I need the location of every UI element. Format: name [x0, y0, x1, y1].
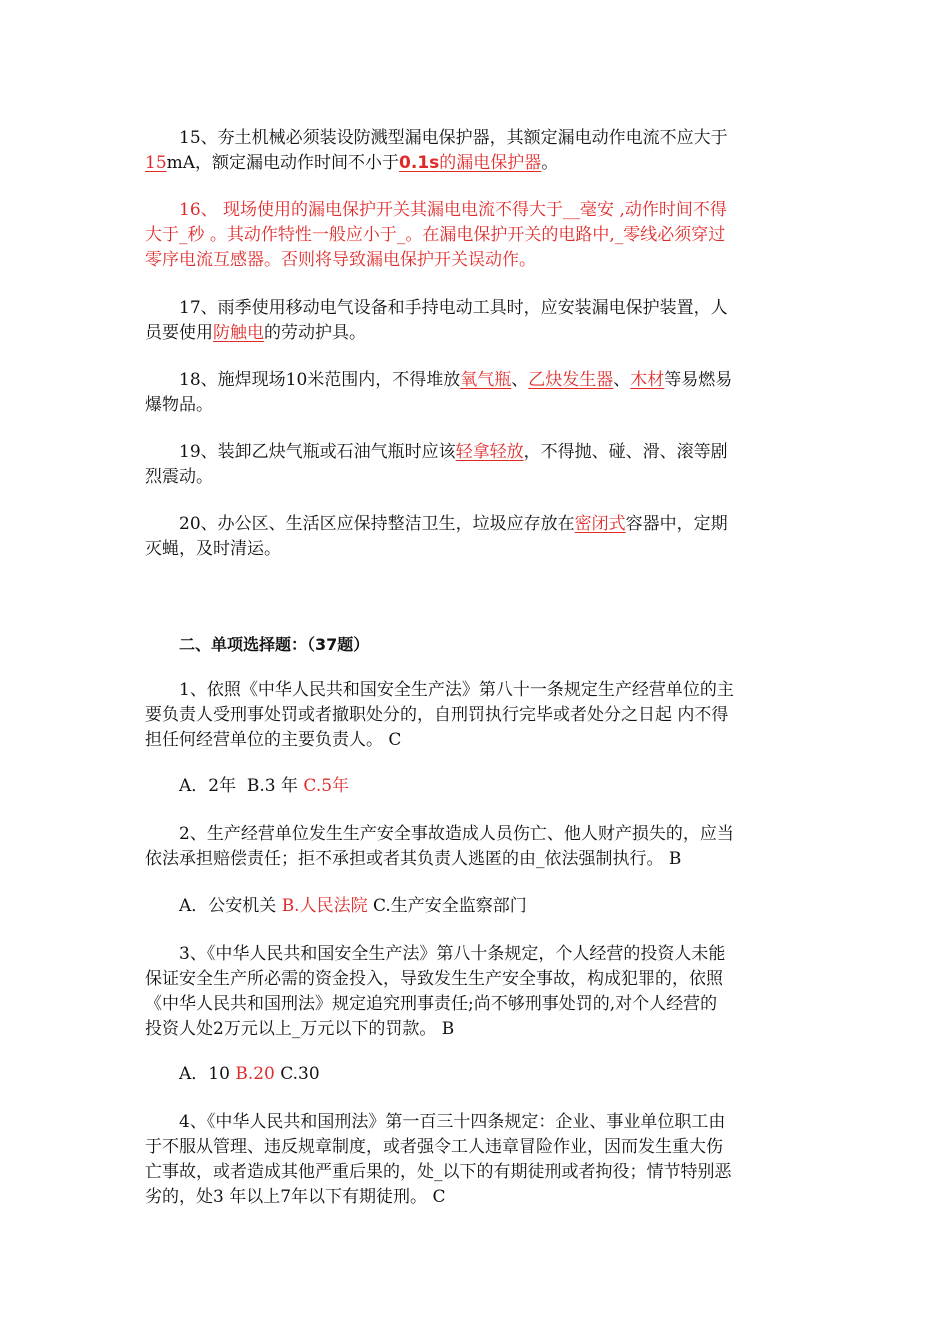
section-title: 二、单项选择题：（37题） [179, 635, 370, 654]
question-line [145, 368, 815, 393]
correct-option: C.5年 [303, 776, 350, 796]
answer-anti-shock: 防触电 [213, 323, 264, 343]
answer-0.1s: 0.1s [399, 153, 440, 173]
question-line [145, 151, 815, 176]
option-text: A．10 [179, 1064, 236, 1084]
question-line [145, 512, 815, 537]
question-line [145, 126, 815, 151]
question-text: 15、夯土机械必须装设防溅型漏电保护器，其额定漏电动作电流不应大于 [179, 128, 728, 148]
question-line: 3、《中华人民共和国安全生产法》第八十条规定，个人经营的投资人未能 [179, 944, 726, 964]
question-line: 《中华人民共和国刑法》规定追究刑事责任;尚不够刑事处罚的,对个人经营的 [145, 994, 718, 1014]
options-line [145, 774, 815, 799]
fill-question-15 [145, 126, 815, 176]
question-text: 的劳动护具。 [264, 323, 366, 343]
separator: 、 [511, 370, 529, 390]
correct-option: B.20 [235, 1064, 275, 1084]
question-text: mA，额定漏电动作时间不小于 [166, 153, 400, 173]
option-text: A．公安机关 [179, 896, 282, 916]
question-line: 16、 现场使用的漏电保护开关其漏电电流不得大于__毫安 ,动作时间不得 [179, 200, 727, 220]
answer-acetylene-generator: 乙炔发生器 [528, 370, 614, 390]
question-text: 。 [541, 153, 559, 173]
question-text: 18、施焊现场10米范围内，不得堆放 [179, 370, 461, 390]
question-text: 员要使用 [145, 323, 213, 343]
question-line [145, 321, 815, 346]
question-text: 20、办公区、生活区应保持整洁卫生，垃圾应存放在 [179, 514, 575, 534]
section-heading [145, 632, 815, 657]
fill-question-16 [145, 198, 815, 273]
question-line: 爆物品。 [145, 395, 213, 415]
answer-wood: 木材 [630, 370, 665, 390]
question-text: 容器中，定期 [625, 514, 728, 534]
option-text: C.30 [274, 1064, 320, 1084]
question-line: 4、《中华人民共和国刑法》第一百三十四条规定：企业、事业单位职工由 [179, 1112, 726, 1132]
fill-question-17 [145, 296, 815, 346]
question-line: 投资人处2万元以上_万元以下的罚款。 B [145, 1019, 455, 1039]
question-line: 灭蝇，及时清运。 [145, 539, 281, 559]
choice-options-1 [145, 774, 815, 799]
option-text: A．2年 B.3 年 [179, 776, 304, 796]
choice-question-3 [145, 942, 815, 1042]
question-line: 2、生产经营单位发生生产安全事故造成人员伤亡、他人财产损失的，应当 [179, 824, 734, 844]
question-line: 保证安全生产所必需的资金投入，导致发生生产安全事故，构成犯罪的，依照 [145, 969, 723, 989]
question-text: ，不得抛、碰、滑、滚等剧 [523, 442, 728, 462]
question-line: 亡事故，或者造成其他严重后果的，处_以下的有期徒刑或者拘役；情节特别恶 [145, 1162, 732, 1182]
question-line: 依法承担赔偿责任；拒不承担或者其负责人逃匿的由_依法强制执行。 B [145, 849, 682, 869]
answer-leakage-protector: 的漏电保护器 [439, 153, 542, 173]
choice-question-4 [145, 1110, 815, 1210]
options-line [145, 894, 815, 919]
question-line: 烈震动。 [145, 467, 213, 487]
choice-options-3 [145, 1062, 815, 1087]
question-line: 劣的，处3 年以上7年以下有期徒刑。 C [145, 1187, 446, 1207]
question-line: 1、依照《中华人民共和国安全生产法》第八十一条规定生产经营单位的主 [179, 680, 734, 700]
question-line: 零序电流互感器。否则将导致漏电保护开关误动作。 [145, 250, 536, 270]
question-text: 等易燃易 [664, 370, 733, 390]
question-line: 17、雨季使用移动电气设备和手持电动工具时，应安装漏电保护装置，人 [179, 298, 728, 318]
question-line: 担任何经营单位的主要负责人。 C [145, 730, 402, 750]
fill-question-18 [145, 368, 815, 418]
question-line: 大于_秒 。其动作特性一般应小于_。在漏电保护开关的电路中,_零线必须穿过 [145, 225, 726, 245]
fill-question-19 [145, 440, 815, 490]
choice-options-2 [145, 894, 815, 919]
correct-option: B.人民法院 [281, 896, 368, 916]
choice-question-2 [145, 822, 815, 872]
answer-15ma: 15 [145, 153, 167, 173]
answer-oxygen-cylinder: 氧气瓶 [460, 370, 512, 390]
separator: 、 [613, 370, 631, 390]
option-text: C.生产安全监察部门 [367, 896, 527, 916]
question-text: 19、装卸乙炔气瓶或石油气瓶时应该 [179, 442, 456, 462]
options-line [145, 1062, 815, 1087]
question-line: 于不服从管理、违反规章制度，或者强令工人违章冒险作业，因而发生重大伤 [145, 1137, 723, 1157]
answer-sealed: 密闭式 [574, 514, 626, 534]
question-line [145, 440, 815, 465]
answer-handle-gently: 轻拿轻放 [455, 442, 524, 462]
choice-question-1 [145, 678, 815, 753]
question-line: 要负责人受刑事处罚或者撤职处分的，自刑罚执行完毕或者处分之日起 内不得 [145, 705, 729, 725]
fill-question-20 [145, 512, 815, 562]
